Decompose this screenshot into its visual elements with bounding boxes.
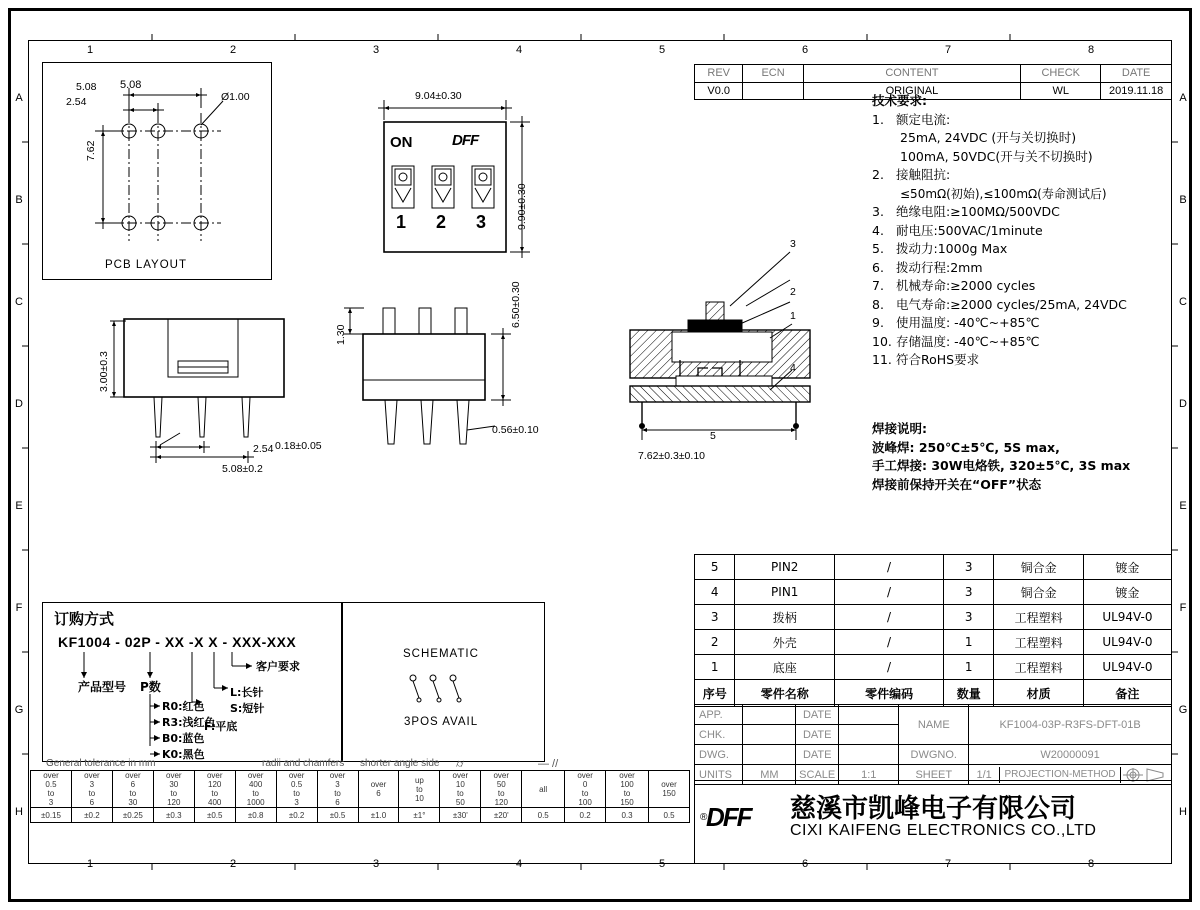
tolerance-title: General tolerance in mm xyxy=(46,758,156,769)
scale-value: 1:1 xyxy=(839,765,899,785)
bom-qty: 3 xyxy=(944,605,994,630)
tolerance-value-cell: ±0.5 xyxy=(317,808,358,823)
titleblock-row-dwg xyxy=(695,745,1172,765)
soldering-instructions xyxy=(872,420,1162,494)
bom-qty: 3 xyxy=(944,580,994,605)
spec-no-4: 4. xyxy=(872,222,884,238)
top-view-dimensions xyxy=(370,84,550,274)
bom-name: 底座 xyxy=(735,655,835,680)
tolerance-range-cell: up to 10 xyxy=(399,771,440,808)
pcb-dim-hole-label: Ø1.00 xyxy=(221,91,250,103)
switch-number-3: 3 xyxy=(476,212,487,232)
brand-logo-top: DFF xyxy=(452,132,479,149)
bom-header-name: 零件名称 xyxy=(735,680,835,707)
units-label: UNITS xyxy=(695,765,743,785)
top-view-on-label: ON xyxy=(390,134,413,151)
ordering-color-r3: R3:浅红色 xyxy=(162,716,216,729)
spec-title: 技术要求: xyxy=(872,93,927,108)
solder-item-1: 波峰焊: 250℃±5℃, 5S max, xyxy=(872,439,1060,455)
spec-text-1: 额定电流: xyxy=(896,111,951,127)
spec-text-10: 存储温度: -40℃~+85℃ xyxy=(896,333,1040,349)
ordering-title: 订购方式 xyxy=(54,610,115,628)
spec-sub-1-1: 25mA, 24VDC (开与关切换时) xyxy=(900,130,1077,145)
rev-header-rev: REV xyxy=(695,65,743,83)
tolerance-range-cell: over 120 to 400 xyxy=(194,771,235,808)
side-view xyxy=(355,300,535,470)
front-dim-height-label: 3.00±0.3 xyxy=(98,351,110,392)
rev-header-ecn: ECN xyxy=(743,65,803,83)
tolerance-value-cell: ±0.2 xyxy=(71,808,112,823)
bom-row xyxy=(695,605,1172,630)
bom-remark: 镀金 xyxy=(1083,555,1171,580)
tolerance-range-cell: over 100 to 150 xyxy=(606,771,649,808)
spec-no-11: 11. xyxy=(872,352,892,367)
section-dim-pin-span: 7.62±0.3±0.10 xyxy=(638,450,705,462)
ecn-value xyxy=(743,82,803,100)
bom-remark: UL94V-0 xyxy=(1083,630,1171,655)
dwgno-value: W20000091 xyxy=(969,745,1172,765)
bom-row xyxy=(695,555,1172,580)
tolerance-range-cell: over 6 to 30 xyxy=(112,771,153,808)
ordering-label-pnum: P数 xyxy=(140,680,161,694)
spec-no-1: 1. xyxy=(872,111,884,127)
bom-header-remark: 备注 xyxy=(1083,680,1171,707)
dwg-label: DWG. xyxy=(695,745,743,765)
bom-qty: 1 xyxy=(944,655,994,680)
bom-code: / xyxy=(835,580,944,605)
spec-text-7: 机械寿命:≥2000 cycles xyxy=(896,278,1036,293)
bom-material: 工程塑料 xyxy=(994,605,1083,630)
app-label: APP. xyxy=(695,705,743,725)
company-name-en: CIXI KAIFENG ELECTRONICS CO.,LTD xyxy=(790,822,1097,839)
spec-no-3: 3. xyxy=(872,204,884,219)
name-value: KF1004-03P-R3FS-DFT-01B xyxy=(969,705,1172,745)
bom-seq: 3 xyxy=(695,605,735,630)
bom-qty: 3 xyxy=(944,555,994,580)
projection-label: PROJECTION-METHOD xyxy=(1000,767,1121,783)
spec-no-7: 7. xyxy=(872,278,884,293)
spec-text-9: 使用温度: -40℃~+85℃ xyxy=(896,315,1040,330)
drawing-sheet: 1 2 3 4 5 6 7 8 1 2 3 4 5 6 7 8 A B C D E F G H A B C D E F G H REV ECN CONTENT CHECK DATE V0.0 ORIGINAL WL 2019.11.18 5.08 5.08 2.54 Ø1.00 7.62 PCB LAYOUT ON DFF 1 2 3 9.04±0.30 9.90±0.30 3.00±0.3 0.18±0.05 2.54 5.08±0.2 1.30 6.50±0.30 0.56±0.10 3 2 1 4 5 7.62±0.3±0.10 技术要求: 1. 额定电流: 25mA, 24VDC (开与关切换时) 100mA, 50VDC(开与关不切换时) 2. 接触阻抗: ≤50mΩ(初始),≤100mΩ(寿命测试后) 3. 绝缘电阻:≥100MΩ/500VDC 4. 耐电压:500VAC/1minute 5. 拨动力:1000g Max 6. 拨动行程:2mm 7. 机械寿命:≥2000 cycles 8. 电气寿命:≥2000 cycles/25mA, 24VDC 9. 使用温度: -40℃~+85℃ 10. 存储温度: -40℃~+85℃ 11. 符合RoHS要求 焊接说明: 波峰焊: 250℃±5℃, 5S max, 手工焊接: 30W电烙铁, 320±5℃, 3S max 焊接前保持开关在“OFF”状态 订购方式 KF1004 - 02P - XX -X X - XXX-XXX 产品型号 P数 客户要求 L:长针 S:短针 F:平底 R0:红色 R3:浅红色 B0:蓝色 K0:黑色 SCHEMATIC 3POS AVAIL General tolerance in mm radii and chamfers shorter angle side ⌭ — // over 0.5 to 3 over 3 to 6 over 6 to 30 over 30 to 120 over 120 to 400 over 400 to 1000 over 0.5 to 3 over 3 to 6 over 6 up to 10 over 10 to 50 over 50 to 120 all over 0 to 100 over 100 to 150 over 150 ±0.15 ±0.2 ±0.25 ±0.3 ±0.5 ±0.8 ±0.2 ±0.5 ±1.0 ±1° ±30' ±20' 0.5 0.2 0.3 0.5 5 PIN2 / 3 铜合金 镀金 4 PIN1 / 3 铜合金 镀金 3 拨柄 / 3 工程塑料 UL94V-0 2 外壳 / 1 工程塑料 UL94V-0 1 底座 / 1 工程塑料 UL94V-0 序号 零件名称 零件编码 数量 材质 备注 APP. DATE NAME KF1004-03P-R3FS-DFT-01B CHK. DATE DWG. DATE DWGNO. W20000091 UNITS MM SCALE 1:1 SHEET 1/1 PROJECTION-METHOD DFF ® 慈溪市凯峰电子有限公司 CIXI KAIFENG ELECTRONICS CO.,LTD xyxy=(0,0,1200,910)
title-block xyxy=(694,704,1172,785)
spec-text-5: 拨动力:1000g Max xyxy=(896,241,1008,256)
spec-text-2: 接触阻抗: xyxy=(896,167,951,182)
tolerance-value-cell: ±0.25 xyxy=(112,808,153,823)
bom-header-seq: 序号 xyxy=(695,680,735,707)
spec-sub-2-1: ≤50mΩ(初始),≤100mΩ(寿命测试后) xyxy=(900,186,1107,201)
section-view xyxy=(620,290,830,470)
bom-remark: UL94V-0 xyxy=(1083,655,1171,680)
spec-no-8: 8. xyxy=(872,296,884,312)
revision-header-row xyxy=(695,65,1172,83)
tolerance-value-row xyxy=(31,808,690,823)
bom-code: / xyxy=(835,555,944,580)
rev-value: V0.0 xyxy=(695,82,743,100)
tolerance-range-cell: over 3 to 6 xyxy=(317,771,358,808)
tolerance-value-cell: ±0.2 xyxy=(276,808,317,823)
check-value: WL xyxy=(1021,82,1101,100)
front-dim-span-label: 5.08±0.2 xyxy=(222,463,263,475)
bom-row xyxy=(695,630,1172,655)
bom-seq: 2 xyxy=(695,630,735,655)
tolerance-group-angle: shorter angle side xyxy=(360,758,440,769)
tolerance-value-cell: ±0.15 xyxy=(31,808,72,823)
tolerance-value-cell: ±0.5 xyxy=(194,808,235,823)
tolerance-value-cell: ±1.0 xyxy=(358,808,399,823)
ordering-label-model: 产品型号 xyxy=(78,680,127,694)
solder-title: 焊接说明: xyxy=(872,421,927,436)
top-dim-height-label: 9.90±0.30 xyxy=(516,183,528,230)
bom-seq: 5 xyxy=(695,555,735,580)
content-value: ORIGINAL xyxy=(803,82,1021,100)
pcb-layout-caption: PCB LAYOUT xyxy=(105,259,187,271)
logo-registered-mark: ® xyxy=(700,812,708,823)
tolerance-range-cell: over 400 to 1000 xyxy=(235,771,276,808)
spec-text-6: 拨动行程:2mm xyxy=(896,259,983,275)
tolerance-range-cell: over 3 to 6 xyxy=(71,771,112,808)
spec-no-6: 6. xyxy=(872,259,884,275)
tolerance-sym-2: — // xyxy=(538,758,559,770)
switch-number-1: 1 xyxy=(396,212,407,232)
schematic-note: 3POS AVAIL xyxy=(404,716,479,728)
tolerance-value-cell: ±0.3 xyxy=(153,808,194,823)
tolerance-range-row xyxy=(31,771,690,808)
company-logo: DFF xyxy=(706,802,751,832)
side-view-drawing xyxy=(355,300,535,470)
bom-row xyxy=(695,580,1172,605)
name-label: NAME xyxy=(899,705,969,745)
spec-no-9: 9. xyxy=(872,315,884,330)
ordering-label-needle-s: S:短针 xyxy=(230,702,265,715)
bom-header-row xyxy=(695,680,1172,707)
spec-text-11: 符合RoHS要求 xyxy=(896,352,980,367)
section-callout-4: 4 xyxy=(790,362,796,374)
date-label-1: DATE xyxy=(796,705,839,725)
titleblock-row-app xyxy=(695,705,1172,725)
tolerance-range-cell: over 50 to 120 xyxy=(481,771,522,808)
ordering-color-b0: B0:蓝色 xyxy=(162,732,205,745)
switch-number-2: 2 xyxy=(436,212,447,232)
bom-material: 工程塑料 xyxy=(994,655,1083,680)
tolerance-value-cell: 0.3 xyxy=(606,808,649,823)
front-dim-pitch-label: 2.54 xyxy=(253,443,274,455)
tolerance-value-cell: ±30' xyxy=(440,808,481,823)
solder-item-2: 手工焊接: 30W电烙铁, 320±5℃, 3S max xyxy=(872,458,1131,473)
bom-material: 铜合金 xyxy=(994,555,1083,580)
units-value: MM xyxy=(743,765,796,785)
tolerance-range-cell: over 0.5 to 3 xyxy=(276,771,317,808)
dwgno-label: DWGNO. xyxy=(899,745,969,765)
ordering-label-flat: F:平底 xyxy=(204,720,238,733)
schematic-drawing xyxy=(405,672,475,708)
scale-label: SCALE xyxy=(796,765,839,785)
ordering-color-r0: R0:红色 xyxy=(162,700,205,713)
tolerance-range-cell: all xyxy=(522,771,565,808)
pcb-dim-pitch-label: 2.54 xyxy=(66,96,87,108)
chk-label: CHK. xyxy=(695,725,743,745)
ordering-label-custom: 客户要求 xyxy=(256,660,300,673)
tolerance-value-cell: 0.5 xyxy=(649,808,690,823)
bom-qty: 1 xyxy=(944,630,994,655)
side-dim-travel-label: 1.30 xyxy=(335,324,347,345)
bom-header-code: 零件编码 xyxy=(835,680,944,707)
section-view-drawing xyxy=(620,290,830,470)
sheet-label: SHEET xyxy=(899,765,969,785)
bom-code: / xyxy=(835,655,944,680)
tolerance-value-cell: ±20' xyxy=(481,808,522,823)
spec-text-8: 电气寿命:≥2000 cycles/25mA, 24VDC xyxy=(896,296,1127,312)
pcb-dim-height-label: 7.62 xyxy=(85,140,97,161)
rev-header-date: DATE xyxy=(1101,65,1172,83)
tolerance-range-cell: over 30 to 120 xyxy=(153,771,194,808)
bom-row xyxy=(695,655,1172,680)
bom-name: PIN2 xyxy=(735,555,835,580)
bom-header-qty: 数量 xyxy=(944,680,994,707)
bom-material: 铜合金 xyxy=(994,580,1083,605)
bom-table xyxy=(694,554,1172,707)
ordering-label-needle-l: L:长针 xyxy=(230,686,264,699)
date-value: 2019.11.18 xyxy=(1101,82,1172,100)
tolerance-value-cell: 0.2 xyxy=(565,808,606,823)
side-travel-dim xyxy=(330,300,370,390)
front-dim-lead-label: 0.18±0.05 xyxy=(275,440,322,452)
spec-sub-1-2: 100mA, 50VDC(开与关不切换时) xyxy=(900,148,1093,164)
tolerance-sym-1: ⌭ xyxy=(456,758,464,770)
side-dim-height-label: 6.50±0.30 xyxy=(510,281,522,328)
tolerance-range-cell: over 0.5 to 3 xyxy=(31,771,72,808)
rev-header-content: CONTENT xyxy=(803,65,1021,83)
bom-name: PIN1 xyxy=(735,580,835,605)
bom-seq: 1 xyxy=(695,655,735,680)
bom-remark: UL94V-0 xyxy=(1083,605,1171,630)
tolerance-range-cell: over 0 to 100 xyxy=(565,771,606,808)
date-label-2: DATE xyxy=(796,725,839,745)
ordering-code: KF1004 - 02P - XX -X X - XXX-XXX xyxy=(58,634,297,650)
bom-header-material: 材质 xyxy=(994,680,1083,707)
bom-remark: 镀金 xyxy=(1083,580,1171,605)
tolerance-range-cell: over 6 xyxy=(358,771,399,808)
spec-text-4: 耐电压:500VAC/1minute xyxy=(896,222,1043,238)
section-callout-3: 3 xyxy=(790,238,796,250)
section-callout-5: 5 xyxy=(710,430,716,442)
bom-code: / xyxy=(835,630,944,655)
bom-name: 拨柄 xyxy=(735,605,835,630)
spec-no-10: 10. xyxy=(872,333,892,349)
tolerance-range-cell: over 150 xyxy=(649,771,690,808)
tolerance-value-cell: 0.5 xyxy=(522,808,565,823)
tolerance-value-cell: ±0.8 xyxy=(235,808,276,823)
tolerance-group-radii: radii and chamfers xyxy=(262,758,345,769)
spec-no-2: 2. xyxy=(872,167,884,182)
tolerance-value-cell: ±1° xyxy=(399,808,440,823)
date-label-3: DATE xyxy=(796,745,839,765)
bom-material: 工程塑料 xyxy=(994,630,1083,655)
section-callout-2: 2 xyxy=(790,286,796,298)
pcb-layout-view xyxy=(42,62,272,280)
bom-name: 外壳 xyxy=(735,630,835,655)
side-dim-pin-label: 0.56±0.10 xyxy=(492,424,539,436)
schematic-title: SCHEMATIC xyxy=(403,648,479,660)
rev-header-check: CHECK xyxy=(1021,65,1101,83)
top-dim-width-label: 9.04±0.30 xyxy=(415,90,462,102)
spec-no-5: 5. xyxy=(872,241,884,256)
bom-code: / xyxy=(835,605,944,630)
technical-requirements xyxy=(872,92,1162,370)
pcb-dim-width-label: 5.08 xyxy=(76,81,97,93)
bom-seq: 4 xyxy=(695,580,735,605)
section-callout-1: 1 xyxy=(790,310,796,322)
spec-text-3: 绝缘电阻:≥100MΩ/500VDC xyxy=(896,204,1060,219)
pcb-dim-width: 5.08 xyxy=(120,79,142,91)
company-name-cn: 慈溪市凯峰电子有限公司 xyxy=(790,794,1077,824)
ordering-color-k0: K0:黑色 xyxy=(162,748,205,761)
solder-item-3: 焊接前保持开关在“OFF”状态 xyxy=(872,476,1042,492)
tolerance-range-cell: over 10 to 50 xyxy=(440,771,481,808)
sheet-value: 1/1 xyxy=(969,767,1000,783)
section-leaders xyxy=(700,240,840,310)
